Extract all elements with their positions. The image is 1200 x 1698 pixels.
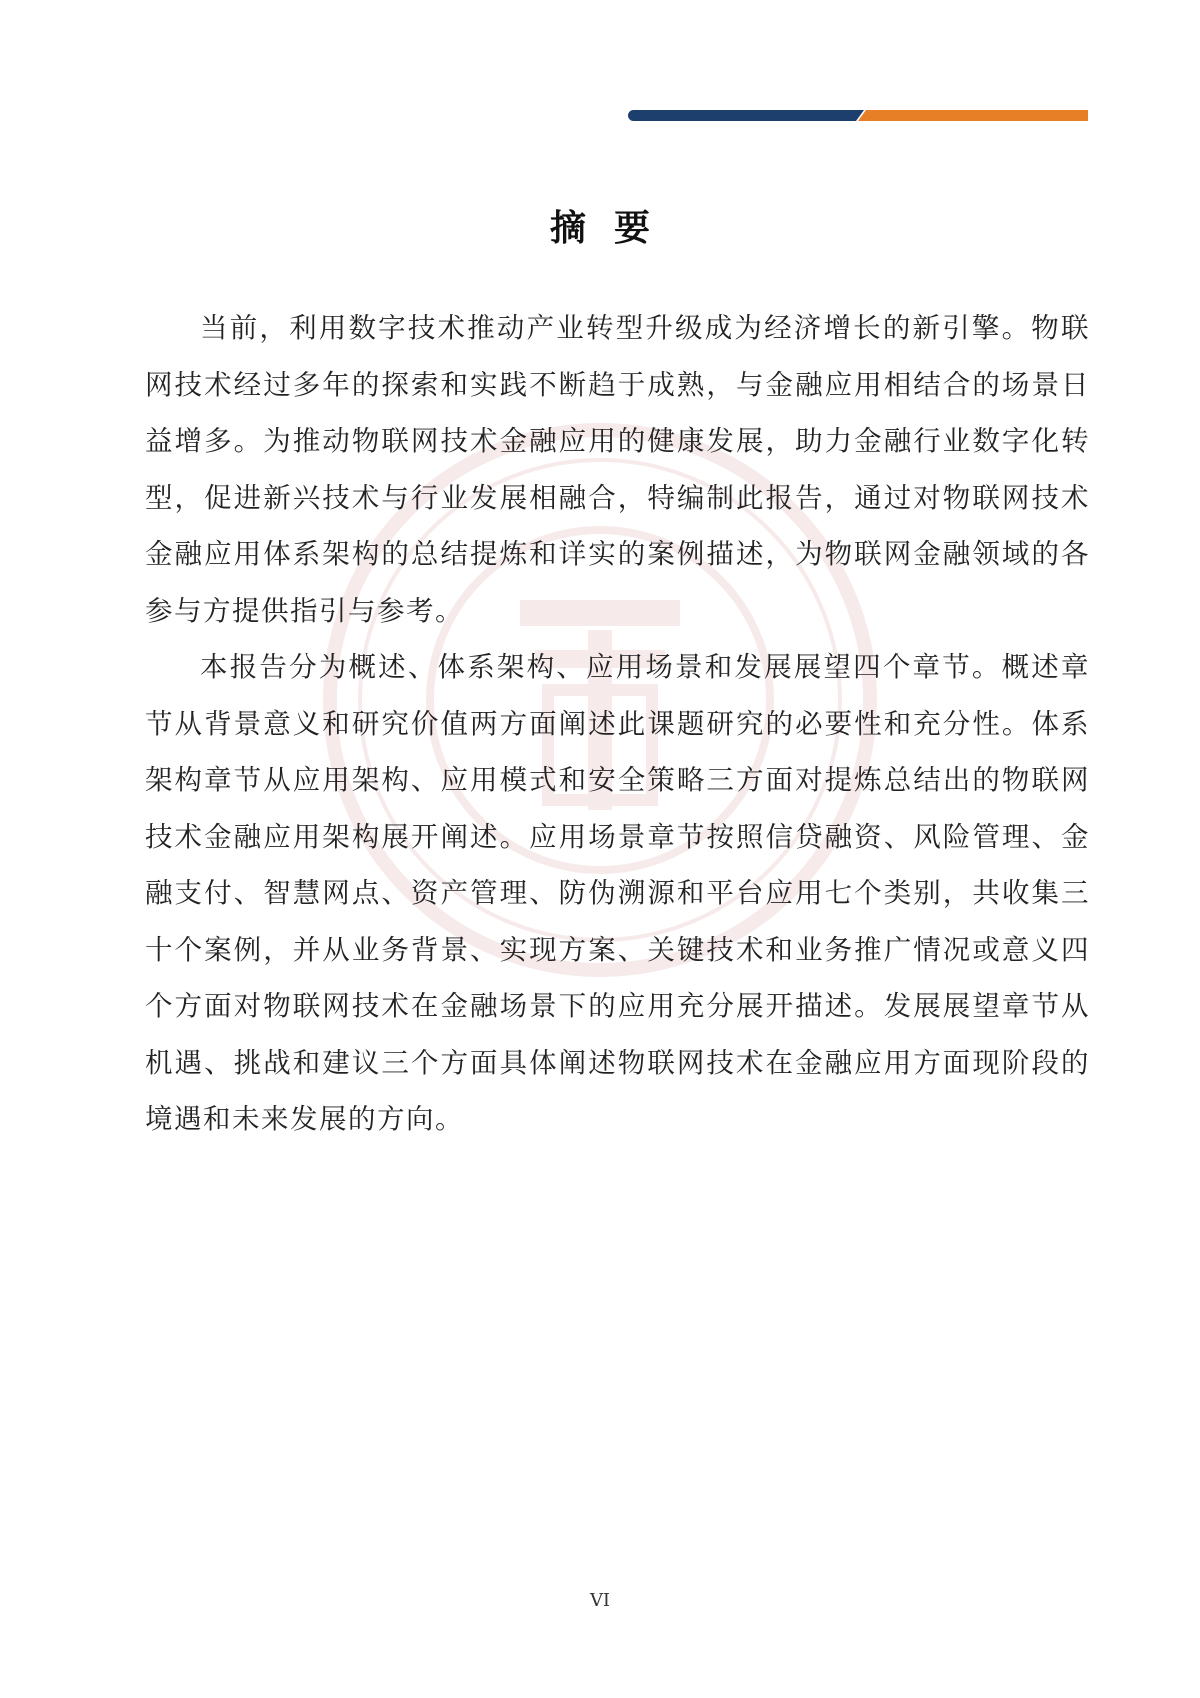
header-accent-orange (858, 110, 1088, 121)
abstract-body (145, 300, 1090, 1148)
page-title: 摘要 (549, 208, 678, 249)
page-number: VI (589, 1590, 611, 1611)
abstract-paragraph: 本报告分为概述、体系架构、应用场景和发展展望四个章节。概述章节从背景意义和研究价值两方面阐述此课题研究的必要性和充分性。体系架构章节从应用架构、应用模式和安全策略三方面对提炼总结出的物联网技术金融应用架构展开阐述。应用场景章节按照信贷融资、风险管理、金融支付、智慧网点、资产管理、防伪溯源和平台应用七个类别，共收集三十个案例，并从业务背景、实现方案、关键技术和业务推广情况或意义四个方面对物联网技术在金融场景下的应用充分展开描述。发展展望章节从机遇、挑战和建议三个方面具体阐述物联网技术在金融应用方面现阶段的境遇和未来发展的方向。 (145, 651, 1090, 1135)
header-accent-blue (628, 110, 864, 121)
abstract-paragraph: 当前，利用数字技术推动产业转型升级成为经济增长的新引擎。物联网技术经过多年的探索和实践不断趋于成熟，与金融应用相结合的场景日益增多。为推动物联网技术金融应用的健康发展，助力金融行业数字化转型，促进新兴技术与行业发展相融合，特编制此报告，通过对物联网技术金融应用体系架构的总结提炼和详实的案例描述，为物联网金融领域的各参与方提供指引与参考。 (145, 312, 1090, 627)
header-accent-bar (628, 110, 1088, 121)
